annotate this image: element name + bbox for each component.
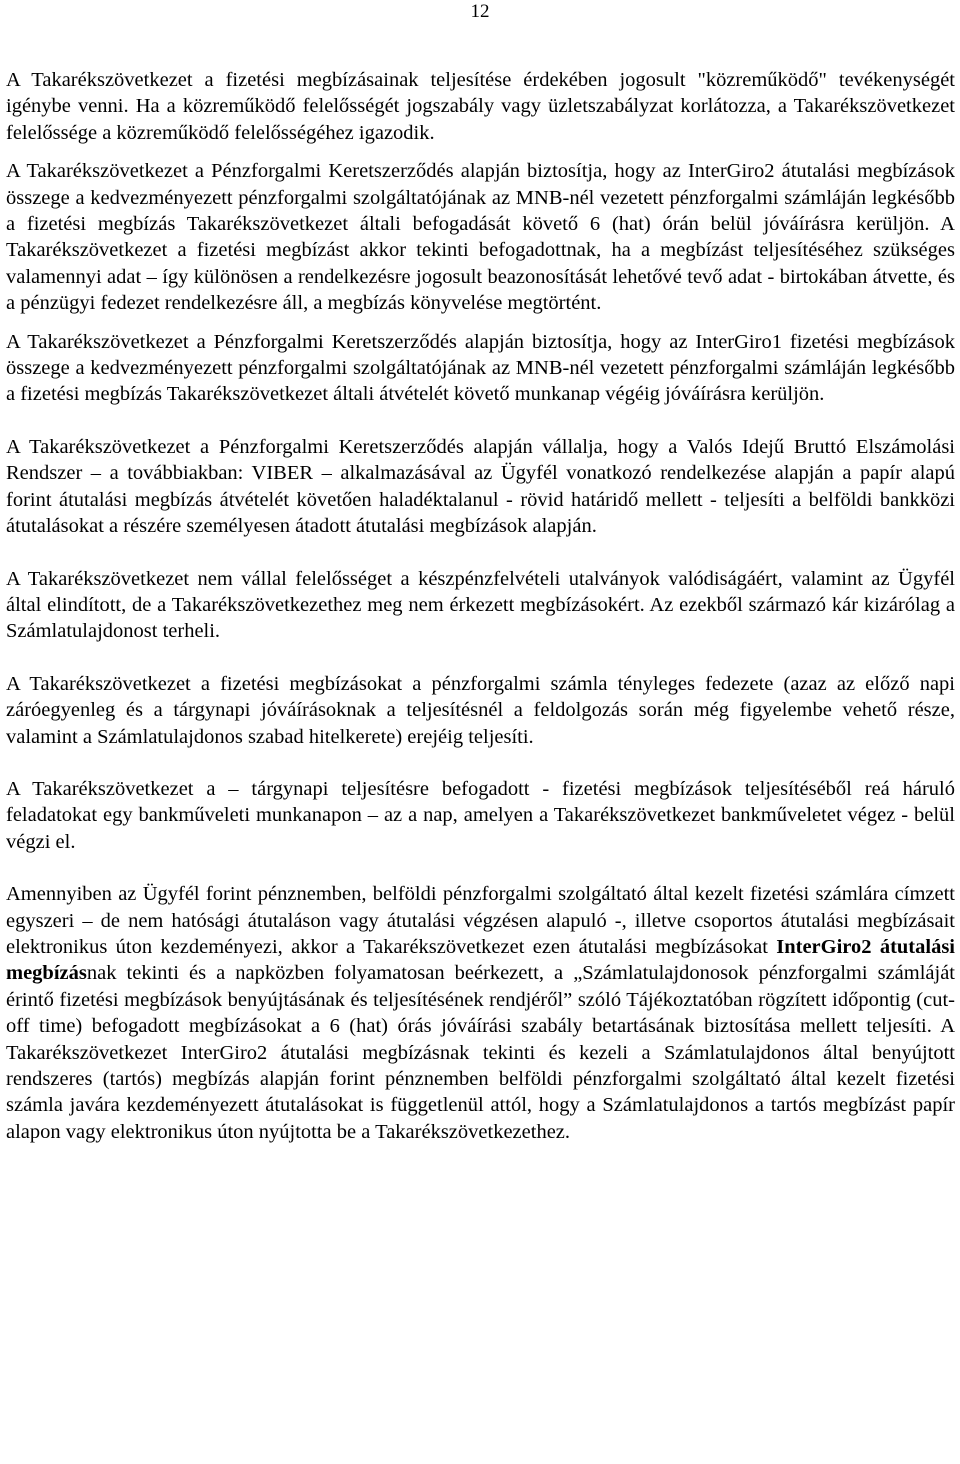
paragraph-electronic-orders-after: nak tekinti és a napközben folyamatosan beérkezett, a „Számlatulajdonosok pénzforgalmi számláját érintő fizetési megbízások benyújtásának és teljesítésének rendjéről” szóló Tájékoztatóban rögzített időpontig (cut-off time) befogadott megbízásokat a 6 (hat) órás jóváírási szabály betartásának biztosítása mellett teljesíti. A Takarékszövetkezet InterGiro2 átutalási megbízásnak tekinti és kezeli a Számlatulajdonos által benyújtott rendszeres (tartós) megbízás alapján forint pénznemben belföldi pénzforgalmi szolgáltató által kezelt fizetési számla javára kezdeményezett átutalásokat is függetlenül attól, hogy a Számlatulajdonos a tartós megbízást papír alapon vagy elektronikus úton nyújtotta be a Takarékszövetkezethez. (6, 962, 955, 1143)
paragraph-viber: A Takarékszövetkezet a Pénzforgalmi Keretszerződés alapján vállalja, hogy a Valós Idejű Bruttó Elszámolási Rendszer – a továbbiakban: VIBER – alkalmazásával az Ügyfél vonatkozó rendelkezése alapján a papír alapú forint átutalási megbízás átvételét követően haladéktalanul - rövid határidő mellett - teljesíti a belföldi bankközi átutalásokat a részére személyesen átadott átutalási megbízások alapján. (6, 435, 955, 538)
paragraph-banking-day: A Takarékszövetkezet a – tárgynapi teljesítésre befogadott - fizetési megbízások teljesítéséből reá háruló feladatokat egy bankműveleti munkanapon – az a nap, amelyen a Takarékszövetkezet bankműveletet végez - belül végzi el. (6, 777, 955, 853)
paragraph-electronic-orders (6, 881, 955, 1145)
paragraph-intergiro2: A Takarékszövetkezet a Pénzforgalmi Keretszerződés alapján biztosítja, hogy az InterGiro2 átutalási megbízások összege a kedvezményezett pénzforgalmi szolgáltatójának az MNB-nél vezetett pénzforgalmi számláján legkésőbb a fizetési megbízás Takarékszövetkezet általi befogadását követő 6 (hat) órán belül jóváírásra kerüljön. A Takarékszövetkezet a fizetési megbízást akkor tekinti befogadottnak, ha a megbízást teljesítéséhez szükséges valamennyi adat – így különösen a rendelkezésre jogosult beazonosítását lehetővé tevő adat - birtokában átvette, és a pénzügyi fedezet rendelkezésre áll, a megbízás könyvelése megtörtént. (6, 160, 955, 315)
paragraph-coverage: A Takarékszövetkezet a fizetési megbízásokat a pénzforgalmi számla tényleges fedezete (azaz az előző napi záróegyenleg és a tárgynapi jóváírásoknak a teljesítésnél a feldolgozás során még figyelembe vehető része, valamint a Számlatulajdonos szabad hitelkerete) erejéig teljesíti. (6, 672, 955, 748)
paragraph-intermediary: A Takarékszövetkezet a fizetési megbízásainak teljesítése érdekében jogosult "közreműködő" tevékenységét igénybe venni. Ha a közreműködő felelősségét jogszabály vagy üzletszabályzat korlátozza, a Takarékszövetkezet felelőssége a közreműködő felelősségéhez igazodik. (6, 69, 955, 144)
paragraph-electronic-orders-bold: InterGiro2 átutalási megbízás (6, 935, 955, 985)
page-number: 12 (470, 1, 490, 22)
paragraph-electronic-orders-before: Amennyiben az Ügyfél forint pénznemben, belföldi pénzforgalmi szolgáltató által kezelt fizetési számlára címzett egyszeri – de nem hatósági átutaláson vagy átutalási végzésen alapuló -, illetve csoportos átutalási megbízásait elektronikus úton kezdeményezi, akkor a Takarékszövetkezet ezen átutalási megbízásokat (6, 883, 955, 958)
paragraph-liability: A Takarékszövetkezet nem vállal felelősséget a készpénzfelvételi utalványok valódiságáért, valamint az Ügyfél által elindított, de a Takarékszövetkezethez meg nem érkezett megbízásokért. Az ezekből származó kár kizárólag a Számlatulajdonost terheli. (6, 567, 955, 643)
document-body (6, 67, 955, 1171)
paragraph-intergiro1: A Takarékszövetkezet a Pénzforgalmi Keretszerződés alapján biztosítja, hogy az InterGiro1 fizetési megbízások összege a kedvezményezett pénzforgalmi szolgáltatójának az MNB-nél vezetett pénzforgalmi számláján legkésőbb a fizetési megbízás Takarékszövetkezet általi átvételét követő munkanap végéig jóváírásra kerüljön. (6, 330, 955, 406)
